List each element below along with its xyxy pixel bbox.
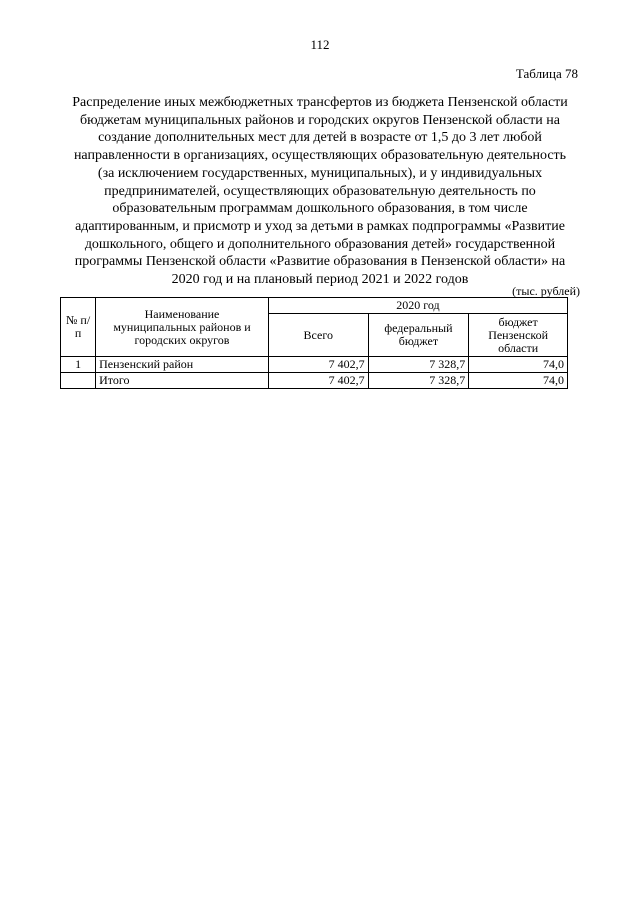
col-header-regional: бюджет Пензенской области [469, 314, 568, 357]
row-federal: 7 328,7 [368, 373, 469, 389]
col-header-year: 2020 год [268, 298, 567, 314]
row-total: 7 402,7 [268, 373, 368, 389]
row-num: 1 [61, 357, 96, 373]
col-header-name: Наименование муниципальных районов и городских округов [96, 298, 269, 357]
row-regional: 74,0 [469, 357, 568, 373]
allocation-table [60, 297, 568, 389]
row-name: Пензенский район [96, 357, 269, 373]
document-title: Распределение иных межбюджетных трансфертов из бюджета Пензенской области бюджетам муниципальных районов и городских округов Пензенской области на создание дополнительных мест для детей в возрасте от 1,5 до 3 лет любой направленности в организациях, осуществляющих образовательную деятельность (за исключением государственных, муниципальных), и у индивидуальных предпринимателей, осуществляющих образовательную деятельность по образовательным программам дошкольного образования, в том числе адаптированным, и присмотр и уход за детьми в рамках подпрограммы «Развитие дошкольного, общего и дополнительного образования детей» государственной программы Пензенской области «Развитие образования в Пензенской области» на 2020 год и на плановый период 2021 и 2022 годов [72, 95, 568, 288]
row-num [61, 373, 96, 389]
table-row-total [61, 373, 568, 389]
page-number: 112 [310, 37, 330, 52]
units-label: (тыс. рублей) [512, 284, 580, 298]
col-header-federal: федеральный бюджет [368, 314, 469, 357]
row-federal: 7 328,7 [368, 357, 469, 373]
table-header-row [61, 298, 568, 314]
col-header-num: № п/п [61, 298, 96, 357]
table-label: Таблица 78 [515, 66, 578, 81]
row-regional: 74,0 [469, 373, 568, 389]
row-name: Итого [96, 373, 269, 389]
col-header-total: Всего [268, 314, 368, 357]
row-total: 7 402,7 [268, 357, 368, 373]
table-row [61, 357, 568, 373]
